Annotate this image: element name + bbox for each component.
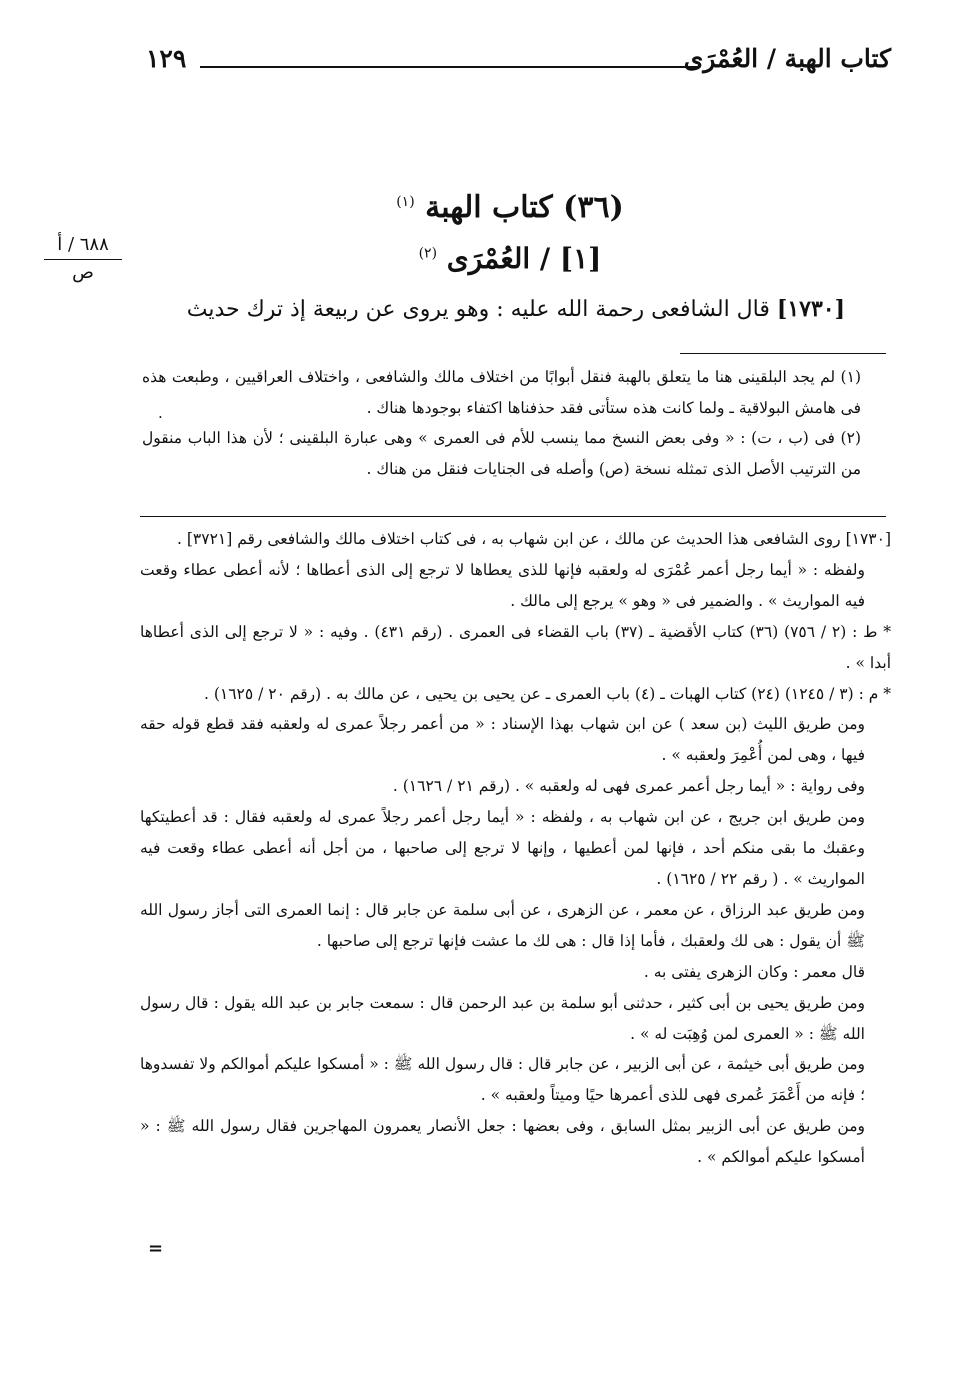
commentary-paragraph: ومن طريق الليث (بن سعد ) عن ابن شهاب بهذا الإسناد : « من أعمر رجلاً عمرى له ولعقبه فقد قطع قوله حقه فيها ، وهى لمن أُعْمِرَ ولعقبه » . [140, 715, 865, 765]
chapter-title [260, 190, 760, 225]
commentary-separator [140, 516, 886, 517]
commentary-paragraph: * ط : (٢ / ٧٥٦) (٣٦) كتاب الأقضية ـ (٣٧) باب القضاء فى العمرى . (رقم ٤٣١) . وفيه : « لا ترجع إلى الذى أعطاها أبدا » . [140, 622, 892, 672]
section-title [260, 242, 760, 275]
commentary-paragraph: ومن طريق أبى خيثمة ، عن أبى الزبير ، عن جابر قال : قال رسول الله ﷺ : « أمسكوا عليكم أموالكم ولا تفسدوها ؛ فإنه من أَعْمَرَ عُمرى فهى للذى أعمرها حيًا وميتاً ولعقبه » . [140, 1055, 865, 1105]
commentary-paragraph: * م : (٣ / ١٢٤٥) (٢٤) كتاب الهبات ـ (٤) باب العمرى ـ عن يحيى بن يحيى ، عن مالك به . (رقم ٢٠ / ١٦٢٥) . [204, 684, 891, 703]
margin-ref-siglum: ص [72, 262, 94, 283]
running-header-title: كتاب الهبة / العُمْرَى [683, 44, 891, 73]
header-rule [200, 66, 698, 68]
page-number: ١٢٩ [146, 44, 187, 73]
footnote-separator [680, 353, 886, 354]
hadith-body: قال الشافعى رحمة الله عليه : وهو يروى عن ربيعة إذ ترك حديث [186, 297, 770, 322]
commentary [140, 524, 891, 1173]
commentary-paragraph: وفى رواية : « أيما رجل أعمر عمرى فهى له ولعقبه » . (رقم ٢١ / ١٦٢٦) . [392, 777, 865, 796]
footnote-2: (٢) فى (ب ، ت) : « وفى بعض النسخ مما ينسب للأم فى العمرى » وهى عبارة البلقينى ؛ لأن هذا الباب منقول من الترتيب الأصل الذى تمثله نسخة (ص) وأصله فى الجنايات فنقل من هناك . [142, 429, 861, 478]
continuation-mark: = [148, 1238, 164, 1259]
commentary-paragraph: ومن طريق ابن جريج ، عن ابن شهاب به ، ولفظه : « أيما رجل أعمر رجلاً عمرى له ولعقبه فقال : قد أعطيتكها وعقبك ما بقى منكم أحد ، فإنها لمن أعطيها ، وإنها لا ترجع إلى صاحبها ، من أجل أنه أعطى عطاء وقعت فيه المواريث » . ( رقم ٢٢ / ١٦٢٥) . [140, 808, 865, 888]
commentary-paragraph: ولفظه : « أيما رجل أعمر عُمْرَى له ولعقبه فإنها للذى يعطاها لا ترجع إلى الذى أعطاها ؛ لأنه أعطى عطاء وقعت فيه المواريث » . والضمير فى « وهو » يرجع إلى مالك . [140, 560, 865, 610]
commentary-paragraph: قال معمر : وكان الزهرى يفتى به . [643, 962, 865, 981]
hadith-number: [١٧٣٠] [776, 296, 845, 322]
section-title-text: [١] / العُمْرَى [446, 242, 602, 275]
footnotes [142, 362, 861, 484]
commentary-paragraph: ومن طريق عن أبى الزبير بمثل السابق ، وفى بعضها : جعل الأنصار يعمرون المهاجرين فقال رسول الله ﷺ : « أمسكوا عليكم أموالكم » . [140, 1117, 865, 1167]
chapter-title-text: (٣٦) كتاب الهبة [425, 190, 624, 225]
margin-ref-folio: ٦٨٨ / أ [57, 234, 109, 255]
margin-manuscript-ref [44, 234, 122, 283]
section-footnote-marker: (٢) [418, 245, 438, 262]
commentary-paragraph: [١٧٣٠] روى الشافعى هذا الحديث عن مالك ، عن ابن شهاب به ، فى كتاب اختلاف مالك والشافعى رقم [٣٧٢١] . [177, 530, 891, 548]
commentary-paragraph: ومن طريق عبد الرزاق ، عن معمر ، عن الزهرى ، عن أبى سلمة عن جابر قال : إنما العمرى التى أجاز رسول الله ﷺ أن يقول : هى لك ولعقبك ، فأما إذا قال : هى لك ما عشت فإنها ترجع إلى صاحبها . [140, 900, 865, 950]
stray-dot-mark: . [158, 404, 163, 422]
chapter-footnote-marker: (١) [396, 194, 415, 210]
hadith-text [140, 296, 845, 322]
footnote-1: (١) لم يجد البلقينى هنا ما يتعلق بالهبة فنقل أبوابًا من اختلاف مالك والشافعى ، واختلاف العراقيين ، وطبعت هذه فى هامش البولاقية ـ ولما كانت هذه ستأتى فقد حذفناها اكتفاء بوجودها هناك . [142, 368, 861, 417]
commentary-paragraph: ومن طريق يحيى بن أبى كثير ، حدثنى أبو سلمة بن عبد الرحمن قال : سمعت جابر بن عبد الله يقول : قال رسول الله ﷺ : « العمرى لمن وُهِبَت له » . [140, 993, 865, 1043]
margin-ref-divider [44, 259, 122, 260]
